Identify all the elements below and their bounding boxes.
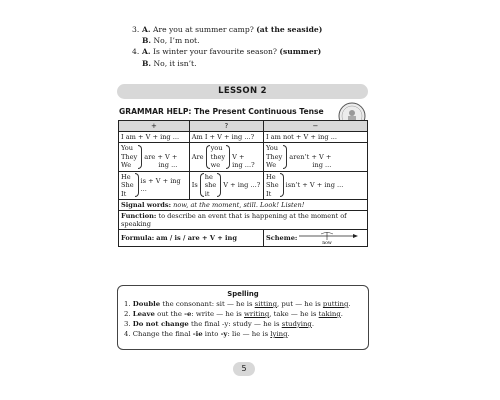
- table-row-function: [119, 211, 368, 230]
- cell-singular-question: Is he she it V + ing ...?: [189, 171, 263, 200]
- scheme-now-label: now: [322, 241, 333, 245]
- exercise-4-answer: B. No, it isn’t.: [142, 58, 197, 68]
- scheme-label: Scheme:: [265, 234, 298, 242]
- cell-plural-negative: You They We aren’t + V + ing ...: [263, 143, 367, 172]
- exercise-3-question: 3. A. Are you at summer camp? (at the seaside): [132, 25, 323, 34]
- grammar-table: [118, 120, 368, 247]
- cell-plural-question: Are you they we V + ing ...?: [189, 143, 263, 172]
- brace-icon: [283, 145, 287, 169]
- brace-icon: [226, 145, 230, 169]
- page-number: 5: [233, 362, 255, 376]
- table-header-row: [119, 121, 368, 132]
- cell-singular-positive: He She It is + V + ing ...: [119, 171, 190, 200]
- cell-plural-positive: You They We are + V + ing ...: [119, 143, 190, 172]
- brace-icon: [217, 173, 221, 197]
- header-positive: +: [119, 121, 190, 132]
- table-row-formula: [119, 230, 368, 247]
- spelling-box: [117, 285, 369, 350]
- cell-i-question: Am I + V + ing ...?: [189, 132, 263, 143]
- exercise-4-question: 4. A. Is winter your favourite season? (summer): [132, 47, 322, 57]
- cell-i-negative: I am not + V + ing ...: [263, 132, 367, 143]
- spelling-rule-4: 4. Change the final -ie into -y: lie — he is lying.: [124, 330, 290, 338]
- header-question: ?: [189, 121, 263, 132]
- brace-icon: [200, 173, 204, 197]
- cell-i-positive: I am + V + ing ...: [119, 132, 190, 143]
- grammar-help-title: GRAMMAR HELP: The Present Continuous Tense: [119, 107, 324, 116]
- brace-icon: [138, 145, 142, 169]
- table-row-signal-words: [119, 200, 368, 211]
- table-row-plural: [119, 143, 368, 172]
- exercise-3-answer: B. No, I’m not.: [142, 36, 200, 46]
- formula-text: am / is / are + V + ing: [156, 234, 237, 242]
- lesson-heading: LESSON 2: [117, 84, 368, 99]
- spelling-rule-1: 1. Double the consonant: sit — he is sitting, put — he is putting.: [124, 300, 351, 308]
- header-negative: −: [263, 121, 367, 132]
- spelling-rule-3: 3. Do not change the final -y: study — he is studying.: [124, 320, 315, 328]
- formula-label: Formula:: [121, 234, 155, 242]
- signal-text: now, at the moment, still. Look! Listen!: [173, 201, 305, 209]
- table-row-singular: [119, 171, 368, 200]
- scheme-arrow-icon: [297, 231, 359, 245]
- spelling-rule-2: 2. Leave out the -e: write — he is writing, take — he is taking.: [124, 310, 343, 318]
- signal-label: Signal words:: [121, 201, 172, 209]
- table-row-i: [119, 132, 368, 143]
- brace-icon: [206, 145, 210, 169]
- function-text: to describe an event that is happening at the moment of speaking: [121, 212, 347, 228]
- brace-icon: [280, 173, 284, 197]
- exercise-list: [132, 24, 322, 69]
- cell-singular-negative: He She It isn’t + V + ing ...: [263, 171, 367, 200]
- spelling-title: Spelling: [227, 290, 259, 298]
- function-label: Function:: [121, 212, 157, 220]
- brace-icon: [135, 173, 139, 197]
